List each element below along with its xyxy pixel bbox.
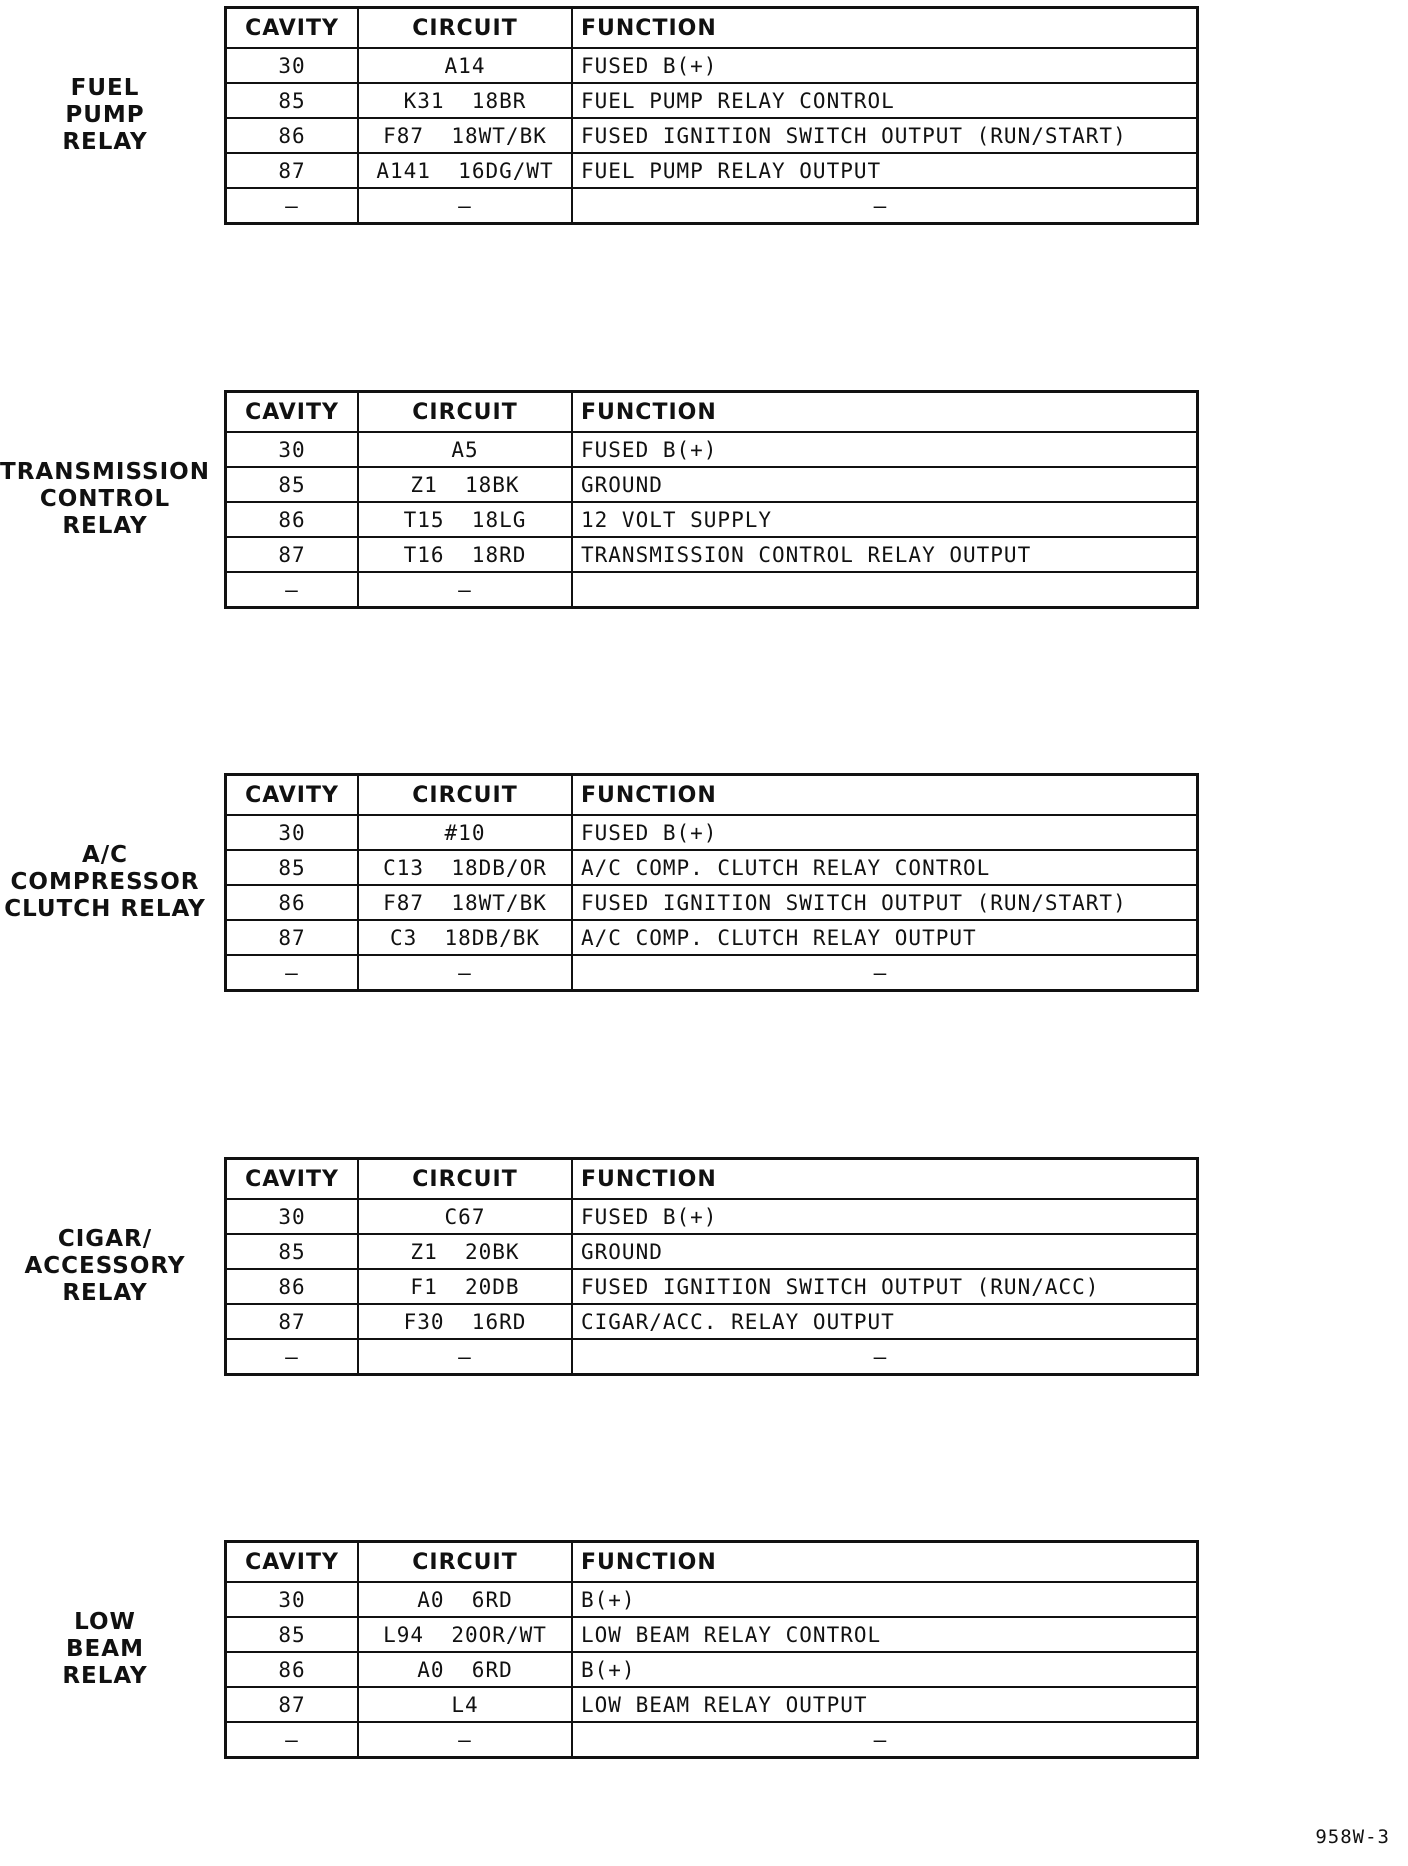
cell-function: FUEL PUMP RELAY OUTPUT: [572, 153, 1198, 188]
relay-name: [0, 459, 210, 540]
cell-function: 12 VOLT SUPPLY: [572, 502, 1198, 537]
table-header-row: [226, 8, 1198, 49]
table-row: [226, 1339, 1198, 1375]
relay-name-line: RELAY: [62, 1280, 148, 1306]
table-row: [226, 955, 1198, 991]
cell-circuit: C13 18DB/OR: [358, 850, 572, 885]
cell-cavity: 85: [226, 1234, 359, 1269]
table-row: [226, 815, 1198, 850]
cell-cavity: –: [226, 1722, 359, 1758]
cell-cavity: 85: [226, 850, 359, 885]
pinout-table: [224, 390, 1199, 609]
table-row: [226, 1652, 1198, 1687]
relay-name-line: CIGAR/: [57, 1226, 153, 1252]
table-row: [226, 850, 1198, 885]
table-row: [226, 188, 1198, 224]
cell-function: –: [572, 955, 1198, 991]
relay-name-line: RELAY: [62, 129, 148, 155]
table-row: [226, 1617, 1198, 1652]
cell-function: FUEL PUMP RELAY CONTROL: [572, 83, 1198, 118]
cell-circuit: A14: [358, 48, 572, 83]
relay-name-line: CLUTCH RELAY: [4, 896, 206, 922]
cell-circuit: A5: [358, 432, 572, 467]
column-header-cavity: CAVITY: [226, 8, 359, 49]
relay-name-line: FUEL: [70, 75, 140, 101]
cell-cavity: 87: [226, 1304, 359, 1339]
cell-cavity: –: [226, 955, 359, 991]
pinout-table: [224, 6, 1199, 225]
column-header-cavity: CAVITY: [226, 775, 359, 816]
cell-function: –: [572, 1339, 1198, 1375]
cell-cavity: 87: [226, 537, 359, 572]
cell-function: FUSED B(+): [572, 432, 1198, 467]
table-row: [226, 885, 1198, 920]
table-row: [226, 1234, 1198, 1269]
relay-name-line: BEAM: [66, 1636, 144, 1662]
column-header-cavity: CAVITY: [226, 392, 359, 433]
cell-function: LOW BEAM RELAY CONTROL: [572, 1617, 1198, 1652]
column-header-function: FUNCTION: [572, 1542, 1198, 1583]
cell-cavity: 30: [226, 1582, 359, 1617]
cell-cavity: 86: [226, 1269, 359, 1304]
cell-circuit: C67: [358, 1199, 572, 1234]
cell-circuit: F30 16RD: [358, 1304, 572, 1339]
cell-cavity: 30: [226, 48, 359, 83]
cell-circuit: Z1 20BK: [358, 1234, 572, 1269]
relay-name: [0, 1609, 210, 1690]
cell-function: GROUND: [572, 467, 1198, 502]
table-header-row: [226, 392, 1198, 433]
relay-name-line: RELAY: [62, 513, 148, 539]
pinout-table: [224, 1157, 1199, 1376]
relay-name: [0, 1226, 210, 1307]
cell-circuit: –: [358, 188, 572, 224]
cell-cavity: –: [226, 572, 359, 608]
relay-name-line: PUMP: [65, 102, 145, 128]
cell-function: LOW BEAM RELAY OUTPUT: [572, 1687, 1198, 1722]
cell-circuit: T16 18RD: [358, 537, 572, 572]
pinout-table: [224, 1540, 1199, 1759]
table-row: [226, 467, 1198, 502]
table-header-row: [226, 1159, 1198, 1200]
cell-function: FUSED IGNITION SWITCH OUTPUT (RUN/ACC): [572, 1269, 1198, 1304]
cell-function: FUSED B(+): [572, 48, 1198, 83]
cell-function: A/C COMP. CLUTCH RELAY OUTPUT: [572, 920, 1198, 955]
table-row: [226, 1199, 1198, 1234]
cell-function: FUSED B(+): [572, 1199, 1198, 1234]
table-row: [226, 1304, 1198, 1339]
cell-circuit: #10: [358, 815, 572, 850]
cell-circuit: A141 16DG/WT: [358, 153, 572, 188]
table-row: [226, 83, 1198, 118]
table-row: [226, 1269, 1198, 1304]
cell-function: GROUND: [572, 1234, 1198, 1269]
relay-name: [0, 75, 210, 156]
table-row: [226, 48, 1198, 83]
column-header-circuit: CIRCUIT: [358, 392, 572, 433]
cell-cavity: 30: [226, 815, 359, 850]
cell-function: A/C COMP. CLUTCH RELAY CONTROL: [572, 850, 1198, 885]
table-row: [226, 153, 1198, 188]
cell-cavity: –: [226, 188, 359, 224]
column-header-function: FUNCTION: [572, 1159, 1198, 1200]
cell-function: B(+): [572, 1582, 1198, 1617]
table-row: [226, 1582, 1198, 1617]
table-row: [226, 537, 1198, 572]
cell-circuit: C3 18DB/BK: [358, 920, 572, 955]
cell-circuit: –: [358, 1722, 572, 1758]
cell-cavity: 30: [226, 432, 359, 467]
cell-circuit: Z1 18BK: [358, 467, 572, 502]
cell-cavity: –: [226, 1339, 359, 1375]
cell-function: FUSED IGNITION SWITCH OUTPUT (RUN/START): [572, 118, 1198, 153]
cell-cavity: 86: [226, 885, 359, 920]
column-header-cavity: CAVITY: [226, 1542, 359, 1583]
column-header-circuit: CIRCUIT: [358, 775, 572, 816]
column-header-cavity: CAVITY: [226, 1159, 359, 1200]
relay-name-line: COMPRESSOR: [10, 869, 200, 895]
cell-cavity: 86: [226, 118, 359, 153]
column-header-circuit: CIRCUIT: [358, 1159, 572, 1200]
cell-cavity: 86: [226, 1652, 359, 1687]
cell-circuit: K31 18BR: [358, 83, 572, 118]
table-row: [226, 502, 1198, 537]
table-row: [226, 1687, 1198, 1722]
cell-circuit: F87 18WT/BK: [358, 118, 572, 153]
cell-cavity: 87: [226, 153, 359, 188]
cell-circuit: –: [358, 1339, 572, 1375]
cell-circuit: A0 6RD: [358, 1582, 572, 1617]
cell-function: FUSED B(+): [572, 815, 1198, 850]
cell-function: B(+): [572, 1652, 1198, 1687]
cell-function: CIGAR/ACC. RELAY OUTPUT: [572, 1304, 1198, 1339]
cell-cavity: 30: [226, 1199, 359, 1234]
cell-circuit: F87 18WT/BK: [358, 885, 572, 920]
cell-circuit: L94 20OR/WT: [358, 1617, 572, 1652]
column-header-circuit: CIRCUIT: [358, 1542, 572, 1583]
cell-cavity: 85: [226, 467, 359, 502]
cell-function: TRANSMISSION CONTROL RELAY OUTPUT: [572, 537, 1198, 572]
cell-circuit: T15 18LG: [358, 502, 572, 537]
relay-name-line: A/C: [81, 842, 129, 868]
table-row: [226, 432, 1198, 467]
cell-circuit: A0 6RD: [358, 1652, 572, 1687]
column-header-function: FUNCTION: [572, 8, 1198, 49]
column-header-circuit: CIRCUIT: [358, 8, 572, 49]
figure-id: 958W-3: [1315, 1826, 1390, 1848]
cell-cavity: 85: [226, 1617, 359, 1652]
table-row: [226, 1722, 1198, 1758]
cell-circuit: L4: [358, 1687, 572, 1722]
table-row: [226, 572, 1198, 608]
cell-circuit: F1 20DB: [358, 1269, 572, 1304]
cell-function: –: [572, 188, 1198, 224]
cell-function: FUSED IGNITION SWITCH OUTPUT (RUN/START): [572, 885, 1198, 920]
cell-cavity: 87: [226, 920, 359, 955]
table-row: [226, 118, 1198, 153]
relay-name-line: TRANSMISSION: [0, 459, 210, 485]
cell-cavity: 85: [226, 83, 359, 118]
cell-circuit: –: [358, 955, 572, 991]
table-row: [226, 920, 1198, 955]
relay-name-line: CONTROL: [39, 486, 171, 512]
relay-name-line: LOW: [74, 1609, 136, 1635]
relay-name-line: RELAY: [62, 1663, 148, 1689]
cell-cavity: 87: [226, 1687, 359, 1722]
relay-name-line: ACCESSORY: [24, 1253, 186, 1279]
table-header-row: [226, 775, 1198, 816]
table-header-row: [226, 1542, 1198, 1583]
cell-cavity: 86: [226, 502, 359, 537]
column-header-function: FUNCTION: [572, 392, 1198, 433]
column-header-function: FUNCTION: [572, 775, 1198, 816]
cell-circuit: –: [358, 572, 572, 608]
cell-function: [572, 572, 1198, 608]
relay-name: [0, 842, 210, 923]
pinout-table: [224, 773, 1199, 992]
cell-function: –: [572, 1722, 1198, 1758]
